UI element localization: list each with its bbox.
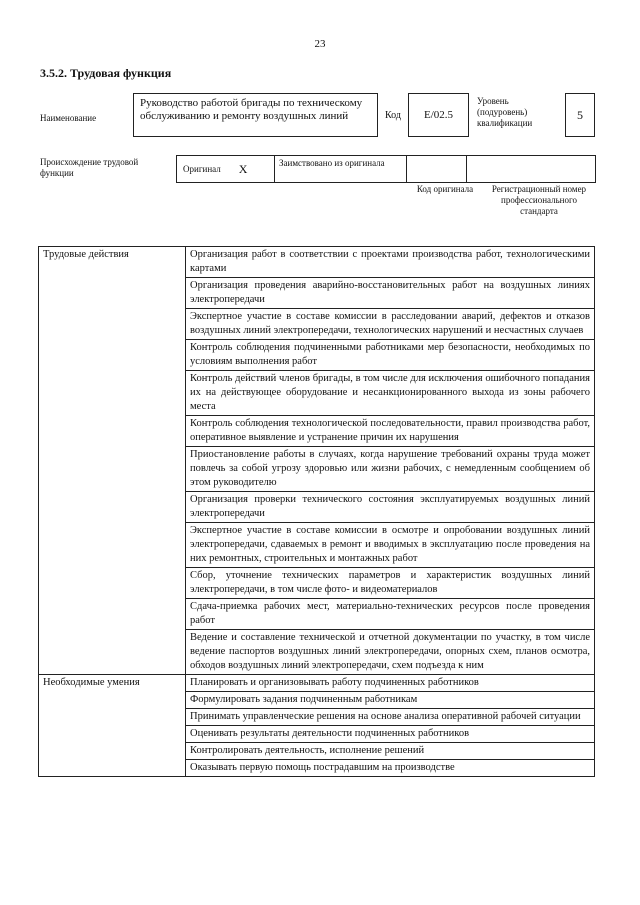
list-item: Контролировать деятельность, исполнение решений (186, 743, 595, 760)
level-label: Уровень (подуровень) квалификации (477, 96, 533, 128)
list-item: Формулировать задания подчиненным работникам (186, 692, 595, 709)
reg-number-caption: Регистрационный номер профессионального стандарта (491, 184, 587, 216)
list-item: Планировать и организовывать работу подчиненных работников (186, 675, 595, 692)
origin-code-cell (407, 156, 467, 182)
list-item: Организация проверки технического состояния эксплуатируемых воздушных линий электропередачи (186, 492, 595, 523)
list-item: Сбор, уточнение технических параметров и характеристик воздушных линий электропередачи, в том числе фото- и видеоматериалов (186, 568, 595, 599)
list-item: Экспертное участие в составе комиссии в осмотре и опробовании воздушных линий электропередачи, сдаваемых в ремонт и вводимых в эксплуатацию после проведения на них ремонтных, строительных и монтажных работ (186, 523, 595, 568)
origin-grid (176, 155, 596, 183)
list-item: Организация проведения аварийно-восстановительных работ на воздушных линиях электропередачи (186, 278, 595, 309)
origin-original-label: Оригинал (183, 163, 221, 174)
list-item: Экспертное участие в составе комиссии в расследовании аварий, дефектов и отказов воздушных линий электропередачи, технологических нарушений и несчастных случаев (186, 309, 595, 340)
origin-original-cell (177, 156, 275, 182)
origin-check-mark: X (238, 161, 248, 176)
level-value-box: 5 (565, 93, 595, 137)
section-title: Трудовые действия (39, 247, 186, 675)
origin-reg-cell (467, 156, 595, 182)
code-value-box: E/02.5 (408, 93, 469, 137)
list-item: Приостановление работы в случаях, когда нарушение требований охраны труда может повлечь за собой угрозу здоровью или жизни рабочих, с немедленным сообщением об этом руководителю (186, 447, 595, 492)
original-code-caption: Код оригинала (416, 184, 474, 194)
table-row (39, 675, 595, 692)
section-title: Необходимые умения (39, 675, 186, 777)
list-item: Ведение и составление технической и отчетной документации по участку, в том числе ведение паспортов воздушных линий электропередачи, опорных схем, планов осмотра, обходов воздушных линий электропередачи, схем подъезда к ним (186, 630, 595, 675)
origin-borrowed-cell: Заимствовано из оригинала (275, 156, 407, 182)
function-name-box: Руководство работой бригады по техническому обслуживанию и ремонту воздушных линий (133, 93, 378, 137)
list-item: Сдача-приемка рабочих мест, материально-технических ресурсов после проведения работ (186, 599, 595, 630)
section-heading: 3.5.2. Трудовая функция (40, 66, 172, 80)
page-number: 23 (314, 38, 326, 50)
code-label: Код (385, 110, 401, 121)
origin-label: Происхождение трудовой функции (40, 157, 139, 178)
list-item: Контроль действий членов бригады, в том числе для исключения ошибочного попадания их на действующее оборудование и несанкционированного выхода из зоны рабочего места (186, 371, 595, 416)
list-item: Оказывать первую помощь пострадавшим на производстве (186, 760, 595, 777)
list-item: Контроль соблюдения подчиненными работниками мер безопасности, необходимых по условиям выполнения работ (186, 340, 595, 371)
table-row (39, 247, 595, 278)
list-item: Организация работ в соответствии с проектами производства работ, технологическими картами (186, 247, 595, 278)
function-table (38, 246, 595, 777)
name-label: Наименование (40, 113, 97, 123)
list-item: Контроль соблюдения технологической последовательности, правил производства работ, оперативное выявление и устранение причин их нарушения (186, 416, 595, 447)
list-item: Оценивать результаты деятельности подчиненных работников (186, 726, 595, 743)
list-item: Принимать управленческие решения на основе анализа оперативной рабочей ситуации (186, 709, 595, 726)
